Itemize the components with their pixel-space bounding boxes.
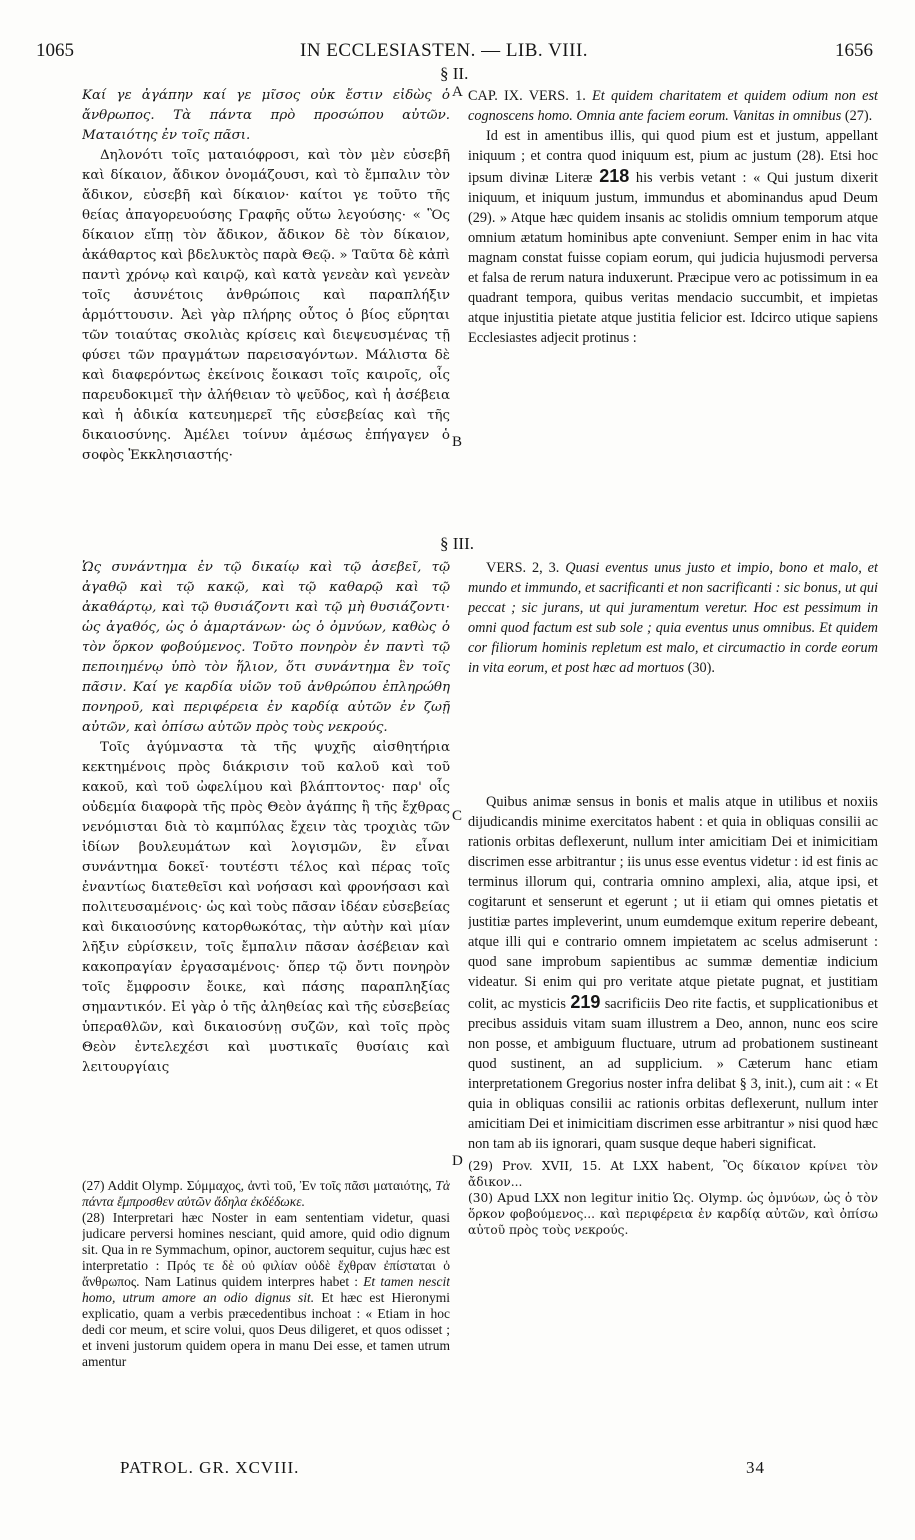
latin-translation-block-2: [468, 558, 878, 748]
translation-latin-3: Quibus animæ sensus in bonis et malis atque in utilibus et noxiis dijudicandis minime exercitatos habent : et quia in obliquas consilii ac rationis orbitas deflexerunt, nullum inter amicitiam Dei et inimicitiam discrimen esse arbitrantur ; iis unus esse eventus videtur : id est finis ac terminus illorum qui, contraria omnino amplexi, alia, atque ipsi, et cogitarunt et senserunt et egerunt ; ut ii etiam qui omnes pietatis et justitiæ partes impleverint, unum eumdemque exitum reperire debeant, atque illi qui e contrario omnem impietatem ac scelus admiserunt : quod sane improbum sapientibus ac summæ dementiæ indicium videatur. Si enim qui pro veritate atque pietate pugnat, et justitiam colit, ac mysticis 219 sacrificiis Deo rite factis, et supplicationibus et precibus assiduis vitam suam illustrem a Deo, annon, nunc eos scire non posse, et ambiguum fluctuare, utrum ad probationem sustineant quod sustinent, an ad supplicium. » Cæterum hanc etiam interpretationem Gregorius noster infra delibat § 3, init.), cum ait : « Et quia in obliquas consilii ac rationis orbitas deflexerunt, nullum inter amicitiam Dei et inimicitiam discrimen esse arbitrantur » nisi quod hæc non tam ab iis ignorari, quam susque deque haberi significat.: [468, 794, 878, 1152]
margin-letter-b: B: [452, 434, 463, 450]
footnote-28: (28) Interpretari hæc Noster in eam sententiam videtur, quasi judicare perversi homines nesciant, quid amore, quid odio dignum sit. Qua in re Symmachum, opinor, auctorem sequitur, cujus hæc est interpretatio : Πρός τε δὲ οὐ φιλίαν οὐδὲ ἔχθραν ἐπίσταται ὁ ἄνθρωπος. Nam Latinus quidem interpres habet : Et tamen nescit homo, utrum amore an odio dignus sit. Et hæc est Hieronymi explicatio, quam a verbis præcedentibus inchoat : « Etiam in hoc dedi cor meum, et scire volui, quos Deus diligeret, et quos odisset ; et inveni justorum quidem opera in manu Dei esse, et tamen utrum amentur: [82, 1210, 450, 1369]
margin-letter-d: D: [452, 1153, 463, 1169]
footer-signature-number: 34: [746, 1458, 765, 1477]
running-header: [0, 40, 915, 66]
greek-commentary-block-1: [82, 86, 450, 526]
section-heading-3: § III.: [440, 534, 474, 553]
greek-commentary-block-2: [82, 558, 450, 1168]
footnotes-left: [82, 1178, 450, 1456]
margin-letter-a: A: [452, 84, 463, 100]
column-number-218: 218: [599, 166, 630, 186]
commentary-greek-2: Τοῖς ἀγύμναστα τὰ τῆς ψυχῆς αἰσθητήρια κεκτημένοις πρὸς διάκρισιν τοῦ καλοῦ καὶ τοῦ κακοῦ, καὶ τοῦ ὠφελίμου καὶ βλάπτοντος· παρ' οἷς οὐδεμία διαφορὰ τῆς πρὸς Θεὸν ἀγάπης ἢ τῆς ἔχθρας νενόμισται διὰ τὸ καμπύλας ἔχειν τὰς τροχιὰς τῶν ἰδίων βουλευμάτων καὶ λογισμῶν, ἓν εἶναι συνάντημα δοκεῖ· τουτέστι τέλος καὶ πέρας τοῖς ἐναντίως διατεθεῖσι καὶ νοήσασι καὶ φρονήσασι καὶ πολιτευσαμένοις· ὡς καὶ τοὺς πᾶσαν ἰδέαν εὐσεβείας καὶ δικαιοσύνης κατορθωκότας, τὴν αὐτὴν καὶ μίαν λῆξιν εὑρίσκειν, τοῖς ἔμπαλιν πᾶσαν ἀσέβειαν καὶ κακοπραγίαν ἐργασαμένοις· ὅπερ τῷ ὄντι πονηρὸν τοῖς ἔμφροσιν ἔοικε, καὶ πάσης παραπληξίας σημαντικόν. Εἰ γὰρ ὁ τῆς ἀληθείας καὶ τῆς εὐσεβείας ὑπεραθλῶν, καὶ δικαιοσύνῃ συζῶν, καὶ τοῖς πρὸς Θεὸν ἐντελεχέσι καὶ μυστικαῖς θυσίαις καὶ λειτουργίαις: [82, 740, 450, 1075]
running-title: IN ECCLESIASTEN. — LIB. VIII.: [300, 40, 589, 61]
footnote-30: (30) Apud LXX non legitur initio Ὡς. Olymp. ὡς ὀμνύων, ὡς ὁ τὸν ὅρκον φοβούμενος... καὶ περιφέρεια ἐν καρδίᾳ αὐτῶν, καὶ ὀπίσω αὐτοῦ πρὸς τοὺς νεκρούς.: [468, 1191, 878, 1237]
column-number-219: 219: [570, 992, 601, 1012]
page-number-left: 1065: [36, 40, 74, 61]
latin-translation-block-1: [468, 86, 878, 526]
scripture-verse-greek-2: Ὡς συνάντημα ἐν τῷ δικαίῳ καὶ τῷ ἀσεβεῖ, τῷ ἀγαθῷ καὶ τῷ κακῷ, καὶ τῷ καθαρῷ καὶ τῷ ἀκαθάρτῳ, καὶ τῷ θυσιάζοντι καὶ τῷ μὴ θυσιάζοντι· ὡς ἀγαθός, ὡς ὁ ἁμαρτάνων· ὡς ὁ ὀμνύων, καθὼς ὁ τὸν ὅρκον φοβούμενος. Τοῦτο πονηρὸν ἐν παντὶ τῷ πεποιημένῳ ὑπὸ τὸν ἥλιον, ὅτι συνάντημα ἓν τοῖς πᾶσιν. Καί γε καρδία υἱῶν τοῦ ἀνθρώπου ἐπληρώθη πονηροῦ, καὶ περιφέρεια ἐν καρδίᾳ αὐτῶν ἐν ζωῇ αὐτῶν, καὶ ὀπίσω αὐτῶν πρὸς τοὺς νεκρούς.: [82, 560, 450, 735]
translation-latin-1: Id est in amentibus illis, qui quod pium est et justum, appellant iniquum ; et contra quod iniquum est, pium ac justum (28). Etsi hoc ipsum divinæ Literæ 218 his verbis vetant : « Qui justum dixerit iniquum, et iniquum justum, immundus et abominandus apud Deum (29). » Atque hæc quidem insanis ac stolidis omnium temporum atque omnium ætatum hominibus apte conveniunt. Semper enim in hac vita magnam constat fuisse copiam eorum, qui judicia hujusmodi perversa et falsa de rerum natura induxerunt. Præcipue vero ac potissimum in ea quadrant tempora, quibus veritas mendacio succumbit, et impietas atque injustitia pietate atque justitia felicior est. Idcirco utique sapiens Ecclesiastes adjecit protinus :: [468, 128, 878, 346]
scripture-verse-latin-1: CAP. IX. VERS. 1. Et quidem charitatem et quidem odium non est cognoscens homo. Omnia ante faciem eorum. Vanitas in omnibus (27).: [468, 88, 878, 124]
footer-volume-label: PATROL. GR. XCVIII.: [120, 1458, 300, 1477]
section-heading-2: § II.: [440, 64, 469, 83]
scripture-verse-greek-1: Καί γε ἀγάπην καί γε μῖσος οὐκ ἔστιν εἰδὼς ὁ ἄνθρωπος. Τὰ πάντα πρὸ προσώπου αὐτῶν. Ματαιότης ἐν τοῖς πᾶσι.: [82, 88, 450, 143]
footnote-29: (29) Prov. XVII, 15. At LXX habent, Ὃς δίκαιον κρίνει τὸν ἄδικον...: [468, 1159, 878, 1189]
page-number-right: 1656: [835, 40, 873, 61]
footnote-27: (27) Addit Olymp. Σύμμαχος, ἀντὶ τοῦ, Ἐν τοῖς πᾶσι ματαιότης, Τὰ πάντα ἔμπροσθεν αὐτῶν ἄδηλα ἐκδέδωκε.: [82, 1178, 450, 1209]
latin-translation-block-3: [468, 792, 878, 1460]
scripture-verse-latin-2: VERS. 2, 3. Quasi eventus unus justo et impio, bono et malo, et mundo et immundo, et sacrificanti et non sacrificanti : sic bonus, ut qui peccat ; sic jurans, ut qui juramentum veretur. Hoc est pessimum in omni quod factum est sub sole ; quia eventus unus omnibus. Et quidem cor filiorum hominis repletum est malo, et circumactio in corde eorum in vita eorum, et post hæc ad mortuos (30).: [468, 560, 878, 676]
margin-letter-c: C: [452, 808, 463, 824]
commentary-greek-1: Δηλονότι τοῖς ματαιόφροσι, καὶ τὸν μὲν εὐσεβῆ καὶ δίκαιον, ἄδικον ὀνομάζουσι, καὶ τὸ ἔμπαλιν τὸν ἄδικον, εὐσεβῆ καὶ δίκαιον· καίτοι γε τοῦτο τῆς θείας ἀπαγορευούσης Γραφῆς οὕτω λεγούσης· « Ὃς δίκαιον εἴπῃ τὸν ἄδικον, ἄδικον δὲ τὸν δίκαιον, ἀκάθαρτος καὶ βδελυκτὸς παρὰ Θεῷ. » Ταῦτα δὲ κἀπὶ παντὶ χρόνῳ καὶ καιρῷ, καὶ κατὰ γενεὰν καὶ γενεὰν τοῖς ἀσυνέτοις ἀνθρώποις καὶ παραπλήξιν ἁρμόττουσιν. Ἀεὶ γὰρ πλήρης οὗτος ὁ βίος εὕρηται τῶν τοιαύτας σκολιὰς κρίσεις καὶ διεψευσμένας τῇ φύσει τῶν πραγμάτων παρεισαγόντων. Μάλιστα δὲ καὶ διαφερόντως ἐκείνοις ἔοικασι τοῖς καιροῖς, οἷς παρευδοκιμεῖ τὴν ἀλήθειαν τὸ ψεῦδος, καὶ ἡ ἀσέβεια καὶ ἡ ἀδικία κατευημερεῖ τῆς εὐσεβείας καὶ τῆς δικαιοσύνης. Ἀμέλει τοίνυν ἀμέσως ἐπήγαγεν ὁ σοφὸς Ἐκκλησιαστής·: [82, 148, 450, 463]
